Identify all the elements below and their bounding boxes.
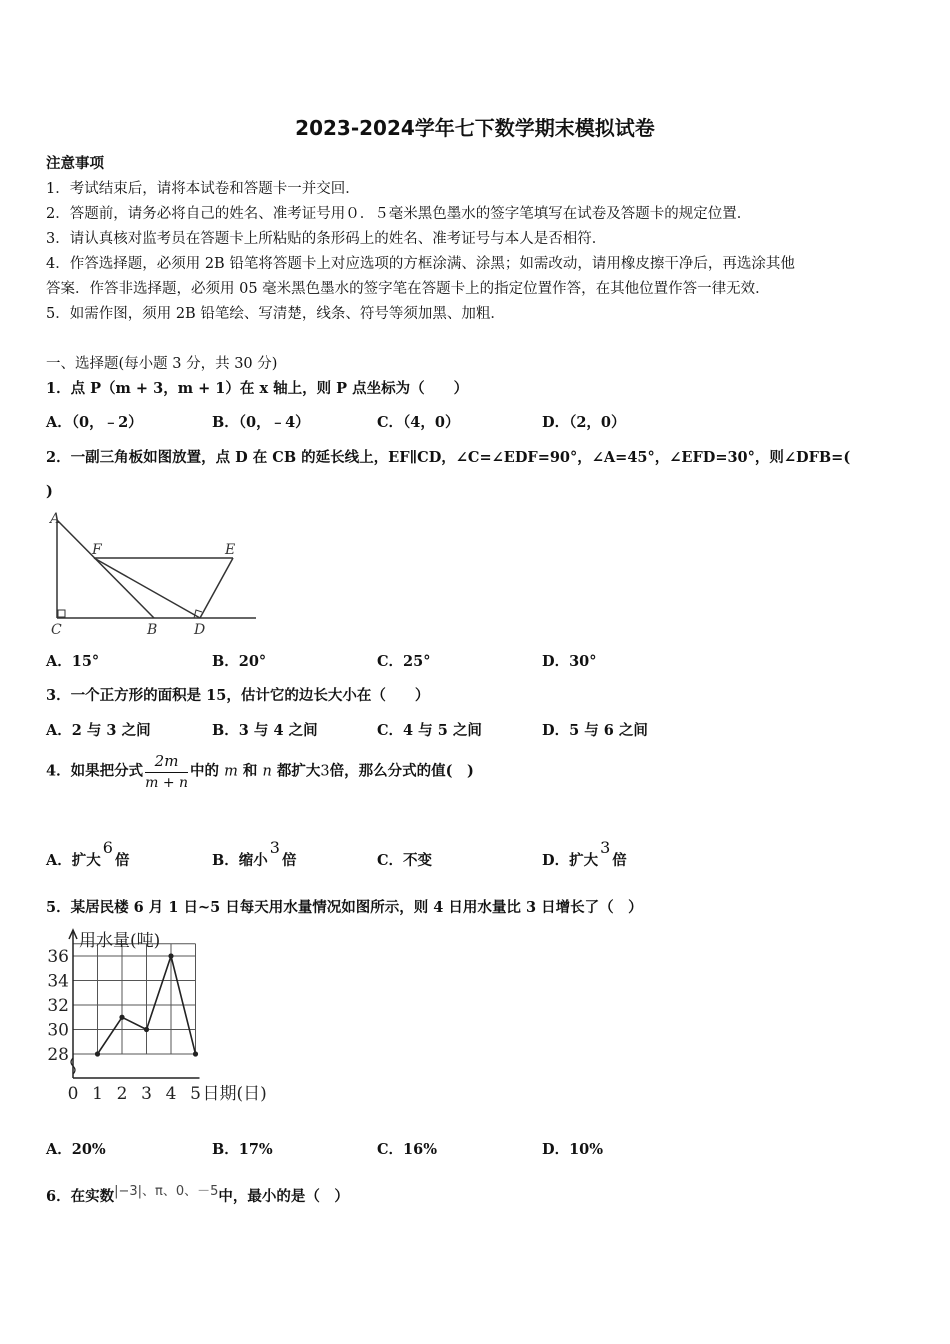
q2-option-d[interactable]: D．30° — [542, 653, 597, 670]
question-5-stem: 5．某居民楼 6 月 1 日~5 日每天用水量情况如图所示，则 4 日用水量比 3 日增长了（ ） — [46, 899, 643, 916]
notice-item: 3．请认真核对监考员在答题卡上所粘贴的条形码上的姓名、准考证号与本人是否相符． — [46, 231, 607, 247]
x-tick-label: 1 — [92, 1084, 103, 1104]
q5-option-b[interactable]: B．17% — [212, 1141, 273, 1158]
q1-option-b[interactable]: B．（0，﹣4） — [212, 414, 310, 431]
notice-item: 4．作答选择题，必须用 2B 铅笔将答题卡上对应选项的方框涂满、涂黑；如需改动，请用橡皮擦干净后，再选涂其他 — [46, 256, 795, 272]
q2-option-a[interactable]: A．15° — [46, 653, 100, 670]
notice-item: 答案．作答非选择题，必须用 05 毫米黑色墨水的签字笔在答题卡上的指定位置作答，在其他位置作答一律无效． — [46, 281, 770, 297]
water-usage-chart — [44, 924, 284, 1114]
q4-option-b[interactable]: B．缩小3倍 — [212, 838, 297, 869]
x-tick-label: 2 — [116, 1084, 128, 1104]
q2-option-b[interactable]: B．20° — [212, 653, 267, 670]
data-point — [119, 1015, 124, 1020]
label-f: F — [92, 542, 102, 558]
q4-option-a[interactable]: A．扩大6倍 — [46, 838, 130, 869]
data-point — [144, 1027, 149, 1032]
q5-option-c[interactable]: C．16% — [377, 1141, 437, 1158]
y-tick-label: 34 — [47, 971, 69, 992]
y-tick-label: 32 — [47, 996, 69, 1016]
page-title: 2023-2024学年七下数学期末模拟试卷 — [295, 116, 655, 140]
notice-item: 2．答题前，请务必将自己的姓名、准考证号用０．５毫米黑色墨水的签字笔填写在试卷及答题卡的规定位置． — [46, 206, 752, 222]
x-axis-label: 日期(日) — [202, 1084, 267, 1104]
question-4-stem: 4．如果把分式 $\frac{2m}{m + n}$ 中的 m 和 n 都扩大3倍，那么分式的值( ) — [46, 752, 474, 791]
q1-option-d[interactable]: D．（2，0） — [542, 414, 626, 431]
real-numbers: |−3|、π、0、－5 — [114, 1184, 219, 1199]
q3-option-b[interactable]: B．3 与 4 之间 — [212, 722, 318, 739]
q3-option-c[interactable]: C．4 与 5 之间 — [377, 722, 482, 739]
label-d: D — [194, 622, 206, 638]
q2-option-c[interactable]: C．25° — [377, 653, 431, 670]
label-c: C — [51, 622, 62, 638]
section-heading: 一、选择题(每小题 3 分，共 30 分) — [46, 356, 278, 372]
question-3-stem: 3．一个正方形的面积是 15，估计它的边长大小在（ ） — [46, 687, 430, 704]
question-2-stem-end: ) — [46, 483, 53, 500]
q1-option-c[interactable]: C．（4，0） — [377, 414, 460, 431]
q4-option-c[interactable]: C．不变 — [377, 852, 433, 869]
y-tick-label: 36 — [47, 947, 69, 967]
question-6-stem: 6．在实数|−3|、π、0、－5中，最小的是（ ） — [46, 1184, 349, 1205]
fraction: $\frac{2m}{m + n}$ — [145, 752, 189, 791]
q1-option-a[interactable]: A．（0，﹣2） — [46, 414, 143, 431]
data-point — [95, 1051, 100, 1056]
label-a: A — [50, 511, 61, 527]
label-e: E — [225, 542, 236, 558]
question-2-stem: 2．一副三角板如图放置，点 D 在 CB 的延长线上，EF∥CD，∠C=∠EDF=90°，∠A=45°，∠EFD=30°，则∠DFB=( — [46, 449, 851, 466]
label-b: B — [147, 622, 158, 638]
question-1-stem: 1．点 P（m + 3，m + 1）在 x 轴上，则 P 点坐标为（ ） — [46, 380, 469, 397]
data-point — [168, 953, 173, 958]
q5-option-d[interactable]: D．10% — [542, 1141, 604, 1158]
q4-option-d[interactable]: D．扩大3倍 — [542, 838, 627, 869]
notice-item: 5．如需作图，须用 2B 铅笔绘、写清楚，线条、符号等须加黑、加粗． — [46, 306, 505, 322]
data-point — [193, 1051, 198, 1056]
triangle-figure — [44, 508, 264, 638]
x-tick-label: 4 — [165, 1084, 177, 1104]
x-tick-label: 3 — [141, 1084, 152, 1104]
y-tick-label: 30 — [47, 1020, 69, 1041]
q5-option-a[interactable]: A．20% — [46, 1141, 106, 1158]
y-axis-label: 用水量(吨) — [79, 931, 161, 951]
x-tick-label: 5 — [190, 1084, 201, 1104]
notice-item: 1．考试结束后，请将本试卷和答题卡一并交回． — [46, 181, 360, 197]
y-tick-label: 28 — [47, 1045, 69, 1065]
x-tick-label: 0 — [67, 1084, 79, 1104]
notice-heading: 注意事项 — [46, 155, 104, 172]
q3-option-a[interactable]: A．2 与 3 之间 — [46, 722, 151, 739]
q3-option-d[interactable]: D．5 与 6 之间 — [542, 722, 648, 739]
